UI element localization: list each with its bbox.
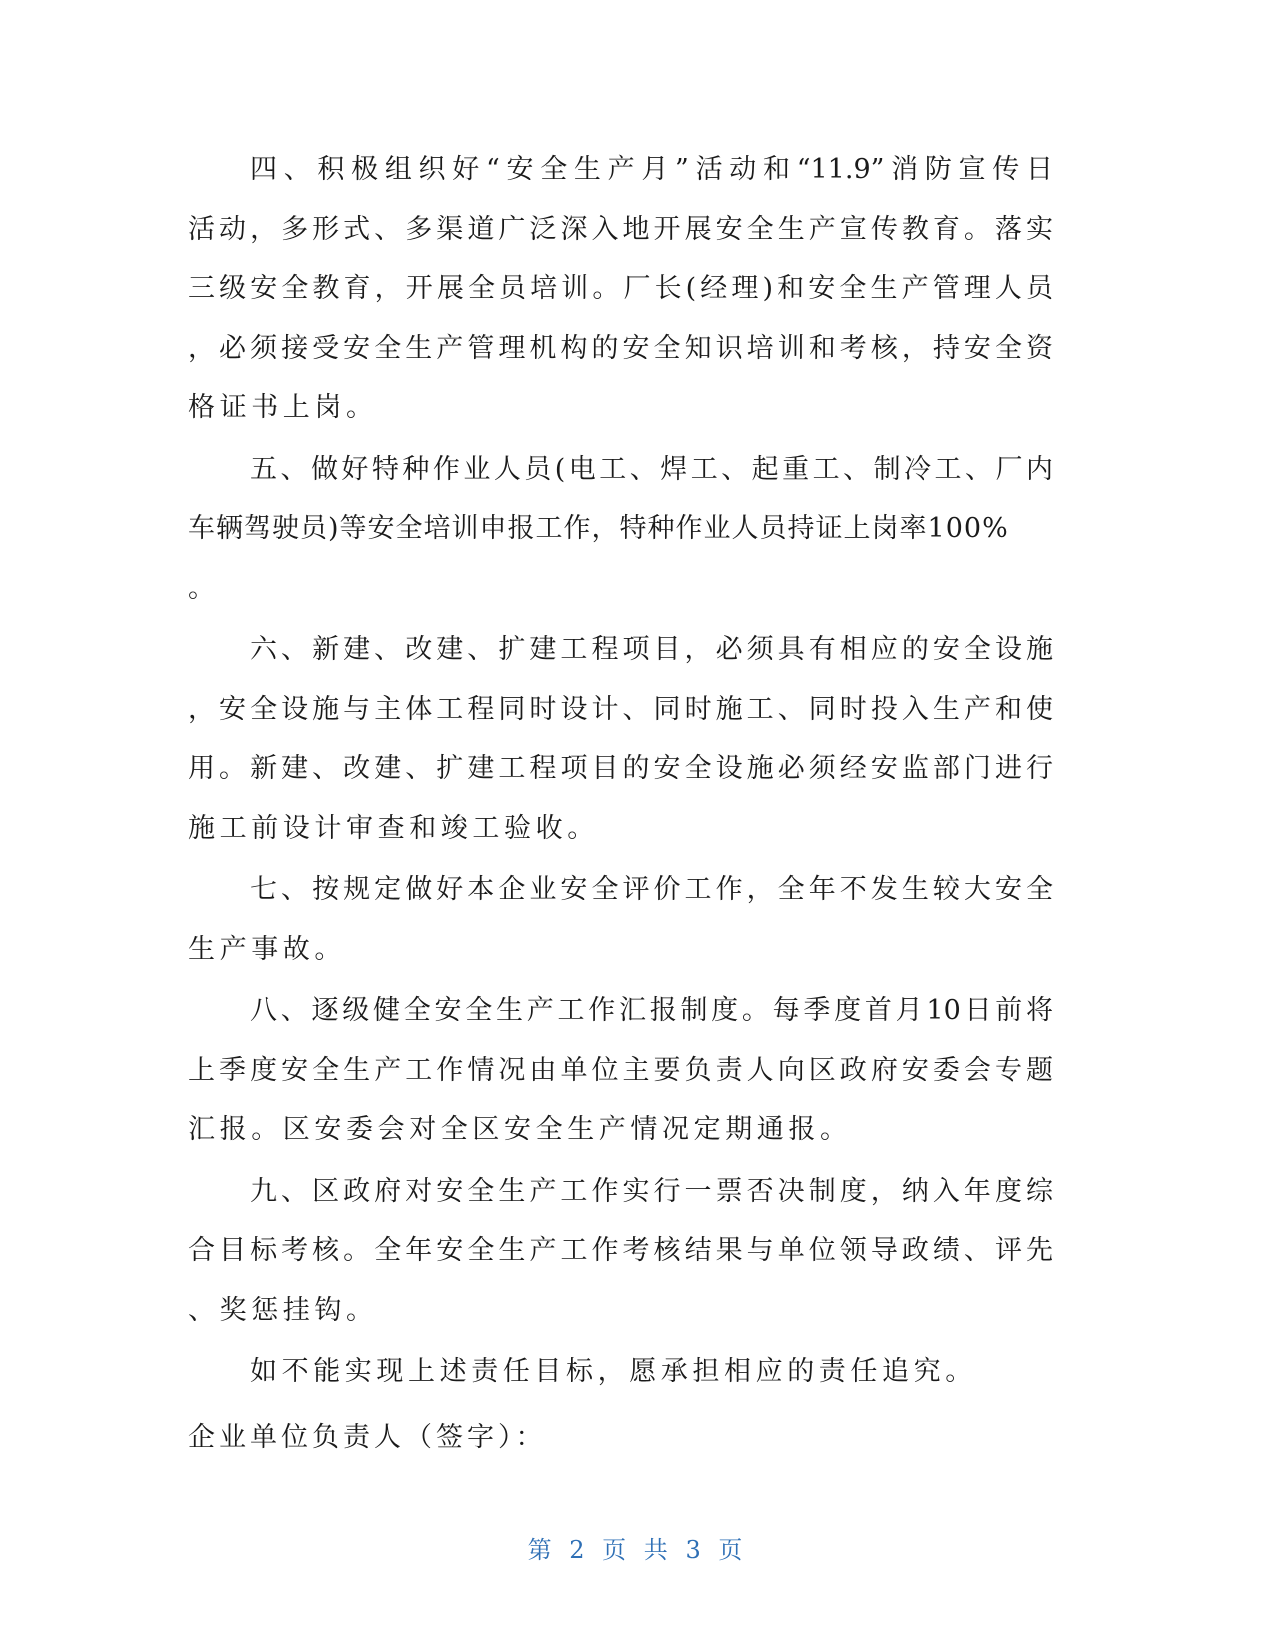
closing-statement: 如不能实现上述责任目标，愿承担相应的责任追究。	[250, 1356, 977, 1387]
paragraph-7-line-1: 七、按规定做好本企业安全评价工作，全年不发生较大安全	[250, 874, 1053, 905]
page-indicator: 第 2 页 共 3 页	[527, 1536, 748, 1564]
paragraph-8-line-1: 八、逐级健全安全生产工作汇报制度。每季度首月10日前将	[250, 995, 1053, 1026]
paragraph-9-line-3: 、奖惩挂钩。	[188, 1294, 378, 1326]
paragraph-4-line-1: 四、积极组织好“安全生产月”活动和“11.9”消防宣传日	[250, 154, 1053, 185]
document-body	[188, 140, 1053, 1402]
paragraph-6-line-1: 六、新建、改建、扩建工程项目，必须具有相应的安全设施	[250, 634, 1053, 665]
paragraph-9-line-1: 九、区政府对安全生产工作实行一票否决制度，纳入年度综	[250, 1175, 1053, 1207]
paragraph-6-line-4: 施工前设计审查和竣工验收。	[188, 812, 599, 844]
paragraph-5-line-3: 。	[188, 572, 220, 604]
paragraph-6-line-2: ，安全设施与主体工程同时设计、同时施工、同时投入生产和使	[188, 693, 1053, 725]
paragraph-4-line-2: 活动，多形式、多渠道广泛深入地开展安全生产宣传教育。落实	[188, 213, 1053, 245]
paragraph-5-line-1: 五、做好特种作业人员(电工、焊工、起重工、制冷工、厂内	[250, 453, 1053, 485]
paragraph-8-line-2: 上季度安全生产工作情况由单位主要负责人向区政府安委会专题	[188, 1054, 1053, 1086]
signature-label: 企业单位负责人（签字）：	[188, 1422, 547, 1453]
paragraph-6-line-3: 用。新建、改建、扩建工程项目的安全设施必须经安监部门进行	[188, 753, 1053, 784]
paragraph-4-line-5: 格证书上岗。	[188, 392, 378, 423]
paragraph-7-line-2: 生产事故。	[188, 933, 346, 965]
paragraph-8-line-3: 汇报。区安委会对全区安全生产情况定期通报。	[188, 1114, 852, 1145]
paragraph-9-line-2: 合目标考核。全年安全生产工作考核结果与单位领导政绩、评先	[188, 1235, 1053, 1266]
paragraph-4-line-4: ，必须接受安全生产管理机构的安全知识培训和考核，持安全资	[188, 332, 1053, 364]
paragraph-5-line-2: 车辆驾驶员)等安全培训申报工作，特种作业人员持证上岗率100%	[188, 513, 1009, 544]
paragraph-4-line-3: 三级安全教育，开展全员培训。厂长(经理)和安全生产管理人员	[188, 273, 1053, 304]
